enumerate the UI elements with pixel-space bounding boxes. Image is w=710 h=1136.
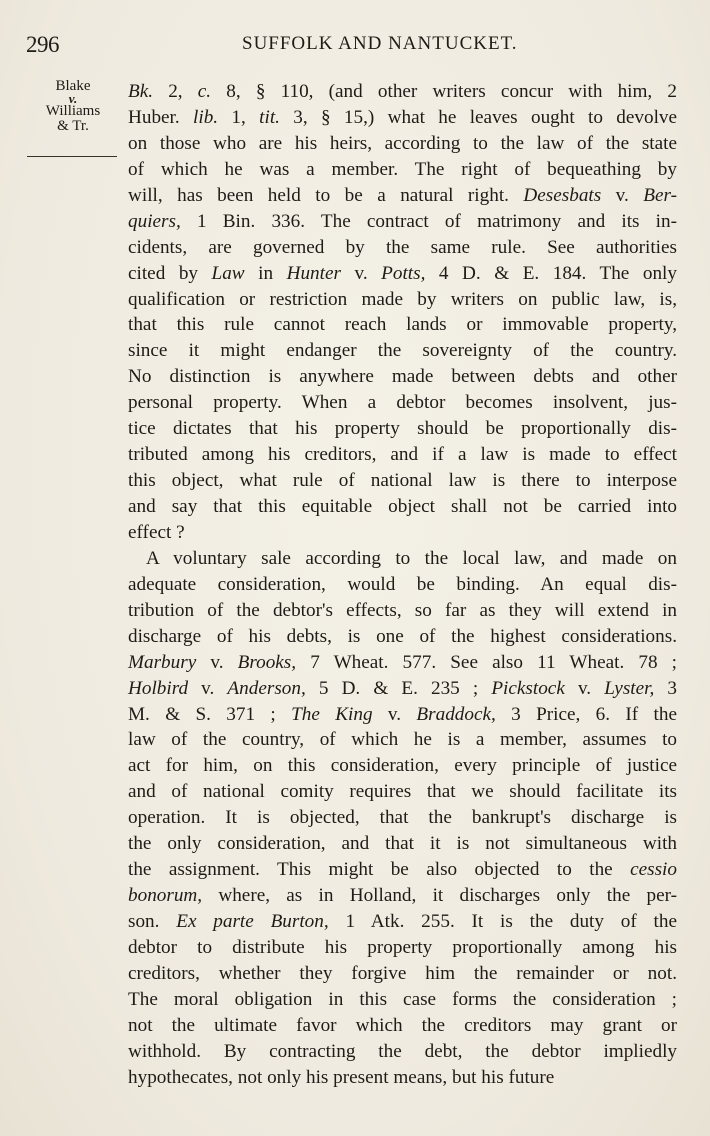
italic-citation: quiers,	[128, 210, 181, 232]
italic-citation: Lyster,	[604, 677, 655, 699]
italic-citation: Braddock,	[416, 703, 496, 725]
text-run: hypothecates, not only his present means, but his future	[128, 1066, 555, 1088]
italic-citation: Pickstock	[491, 677, 565, 699]
text-run: 1 Bin. 336. The contract of matrimony and its in-	[180, 210, 677, 232]
text-line	[128, 624, 677, 650]
text-run: v.	[196, 651, 238, 673]
text-run: No distinction is anywhere made between debts and other	[128, 366, 677, 388]
text-run: 5 D. & E. 235 ;	[305, 677, 492, 699]
text-run: cited by	[128, 262, 212, 284]
italic-citation: Marbury	[128, 651, 197, 673]
text-run: creditors, whether they forgive him the remainder or not.	[128, 962, 677, 984]
text-line	[128, 702, 677, 728]
margin-note-versus: v.	[68, 91, 78, 106]
italic-citation: Ber-	[643, 184, 677, 206]
text-run: tribution of the debtor's effects, so far as they will extend in	[128, 599, 677, 621]
text-run: tice dictates that his property should be proportionally dis-	[128, 418, 677, 440]
text-line	[128, 520, 677, 546]
margin-note-suffix: & Tr.	[57, 118, 89, 134]
italic-citation: Desesbats	[523, 184, 602, 206]
margin-rule	[27, 156, 117, 157]
text-run: where, as in Holland, it discharges only the per-	[202, 885, 677, 907]
italic-citation: Ex parte Burton,	[176, 911, 329, 932]
text-run: withhold. By contracting the debt, the debtor impliedly	[128, 1040, 677, 1062]
text-line	[128, 753, 677, 779]
text-run: M. & S. 371 ;	[128, 703, 292, 725]
margin-note	[26, 79, 120, 134]
text-line	[128, 676, 677, 702]
text-run: will, has been held to be a natural right.	[128, 184, 524, 206]
text-line	[128, 546, 677, 572]
text-line	[128, 857, 677, 883]
italic-citation: Brooks,	[237, 651, 297, 673]
text-line	[128, 157, 677, 183]
text-run: personal property. When a debtor becomes insolvent, jus-	[128, 392, 677, 414]
text-run: this object, what rule of national law is there to interpose	[128, 470, 677, 492]
text-run: and say that this equitable object shall not be carried into	[128, 496, 677, 517]
text-run: that this rule cannot reach lands or immovable property,	[128, 314, 677, 336]
italic-citation: tit.	[259, 106, 280, 128]
text-run: son.	[128, 911, 177, 932]
text-run: 4 D. & E. 184. The only	[425, 262, 677, 284]
text-line	[128, 883, 677, 909]
text-line	[128, 235, 677, 261]
text-run: 8, § 110, (and other writers concur with him, 2	[211, 81, 677, 102]
text-run: v.	[601, 184, 644, 206]
text-line	[128, 961, 677, 987]
text-run: 3 Price, 6. If the	[495, 703, 677, 725]
running-head: SUFFOLK AND NANTUCKET.	[242, 33, 518, 54]
text-line	[128, 416, 677, 442]
text-run: 3, § 15,) what he leaves ought to devolve	[279, 106, 678, 128]
text-run: A voluntary sale according to the local law, and made on	[146, 547, 677, 569]
margin-note-defendant: Williams	[45, 103, 101, 119]
italic-citation: Holbird	[128, 677, 189, 699]
text-line	[128, 727, 677, 753]
text-run: 2,	[153, 81, 198, 102]
italic-citation: lib.	[193, 106, 219, 128]
text-run: debtor to distribute his property proportionally among his	[128, 936, 677, 958]
text-run: discharge of his debts, is one of the highest considerations.	[128, 625, 677, 647]
text-run: v.	[372, 703, 417, 725]
text-run: 7 Wheat. 577. See also 11 Wheat. 78 ;	[296, 651, 678, 673]
text-run: 1,	[218, 106, 260, 128]
text-line	[128, 105, 677, 131]
text-run: in	[244, 262, 287, 284]
text-run: since it might endanger the sovereignty of the country.	[128, 340, 677, 362]
italic-citation: Bk.	[128, 81, 154, 102]
text-line	[128, 312, 677, 338]
text-line	[128, 935, 677, 961]
italic-citation: Anderson,	[227, 677, 306, 699]
text-run: the only consideration, and that it is not simultaneous with	[128, 833, 677, 855]
italic-citation: The King	[291, 703, 373, 725]
body-text	[128, 79, 677, 1091]
text-run: v.	[564, 677, 605, 699]
text-line	[128, 209, 677, 235]
text-line	[128, 364, 677, 390]
text-line	[128, 779, 677, 805]
text-line	[128, 805, 677, 831]
text-run: Huber.	[128, 106, 194, 128]
text-line	[128, 1013, 677, 1039]
italic-citation: c.	[197, 81, 212, 102]
text-run: 3	[654, 677, 677, 699]
text-run: cidents, are governed by the same rule. See authorities	[128, 236, 677, 258]
text-run: adequate consideration, would be binding. An equal dis-	[128, 573, 677, 595]
text-line	[128, 987, 677, 1013]
text-line	[128, 650, 677, 676]
text-run: qualification or restriction made by writers on public law, is,	[128, 288, 677, 310]
text-line	[128, 79, 677, 105]
text-line	[128, 1039, 677, 1065]
text-line	[128, 261, 677, 287]
text-line	[128, 468, 677, 494]
text-run: The moral obligation in this case forms the consideration ;	[128, 988, 677, 1010]
text-line	[128, 287, 677, 313]
text-run: act for him, on this consideration, every principle of justice	[128, 755, 677, 777]
text-run: operation. It is objected, that the bankrupt's discharge is	[128, 807, 677, 829]
italic-citation: Law	[211, 262, 245, 284]
text-line	[128, 390, 677, 416]
text-line	[128, 909, 677, 935]
margin-note-plaintiff: Blake	[55, 78, 91, 94]
text-run: the assignment. This might be also objected to the	[128, 859, 631, 881]
text-line	[128, 183, 677, 209]
text-run: effect ?	[128, 521, 185, 543]
italic-citation: Potts,	[381, 262, 426, 284]
italic-citation: cessio	[630, 859, 677, 881]
text-line	[128, 494, 677, 520]
text-line	[128, 338, 677, 364]
italic-citation: bonorum,	[128, 885, 203, 907]
text-run: not the ultimate favor which the creditors may grant or	[128, 1014, 677, 1036]
text-run: law of the country, of which he is a member, assumes to	[128, 729, 677, 751]
text-run: 1 Atk. 255. It is the duty of the	[328, 911, 677, 932]
text-run: v.	[340, 262, 382, 284]
text-run: on those who are his heirs, according to the law of the state	[128, 132, 677, 154]
text-line	[128, 598, 677, 624]
text-line	[128, 131, 677, 157]
text-line	[128, 831, 677, 857]
text-run: tributed among his creditors, and if a law is made to effect	[128, 444, 677, 466]
page-number: 296	[26, 32, 59, 57]
text-line	[128, 1065, 677, 1091]
italic-citation: Hunter	[286, 262, 341, 284]
text-run: v.	[188, 677, 228, 699]
text-run: and of national comity requires that we should facilitate its	[128, 781, 677, 803]
text-line	[128, 572, 677, 598]
text-run: of which he was a member. The right of bequeathing by	[128, 158, 677, 180]
text-line	[128, 442, 677, 468]
